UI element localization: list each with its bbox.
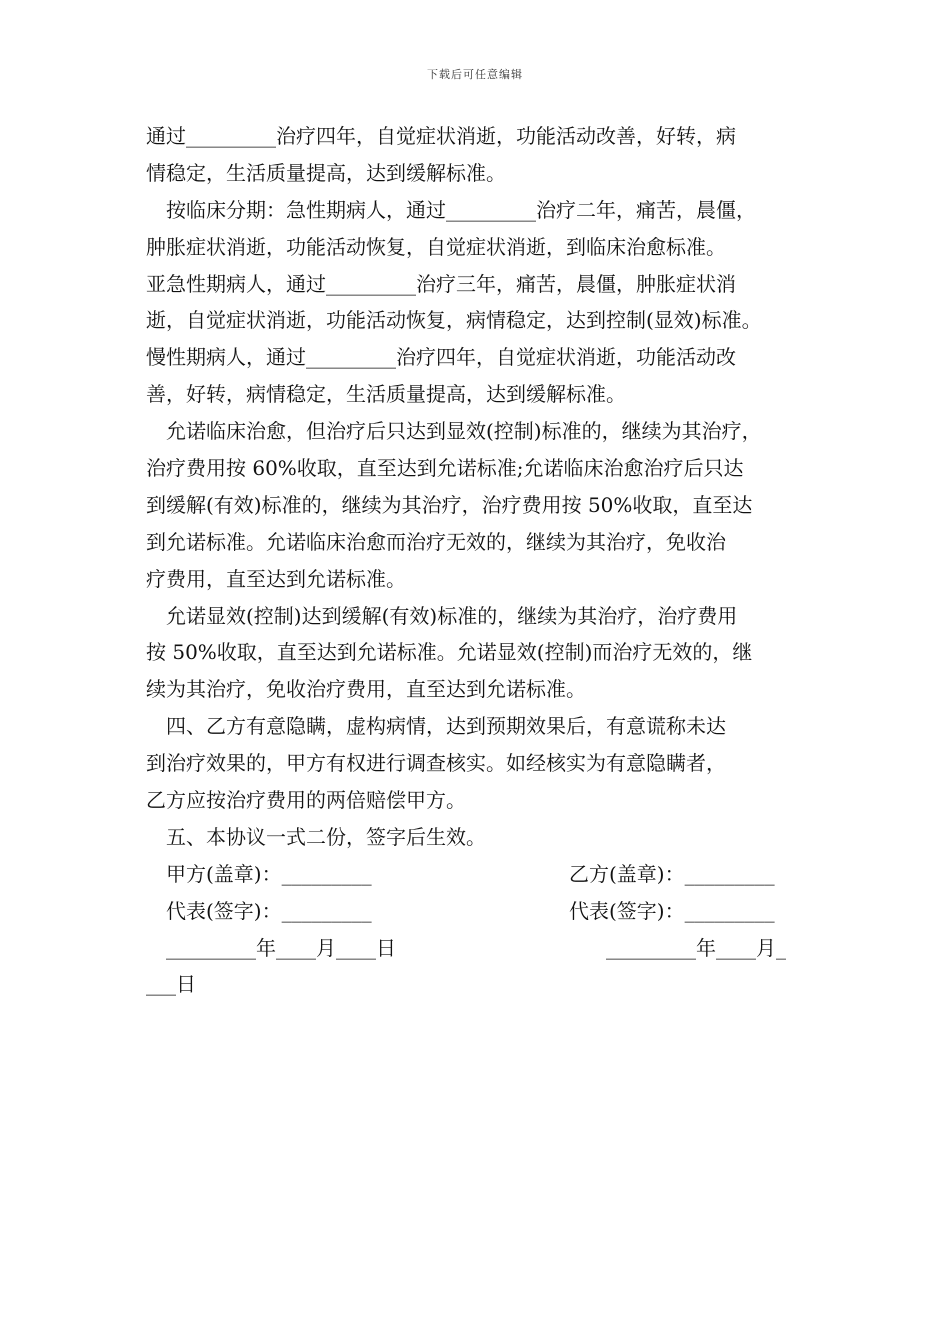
paragraph-line: 肿胀症状消逝，功能活动恢复，自觉症状消逝，到临床治愈标准。 (146, 234, 726, 259)
paragraph-line: 情稳定，生活质量提高，达到缓解标准。 (146, 160, 506, 185)
paragraph-line: 治疗费用按 60%收取，直至达到允诺标准;允诺临床治愈治疗后只达 (146, 456, 744, 481)
page-header: 下载后可任意编辑 (427, 68, 523, 81)
paragraph-line: 到缓解(有效)标准的，继续为其治疗，治疗费用按 50%收取，直至达 (146, 492, 753, 517)
paragraph-line: 五、本协议一式二份，签字后生效。 (166, 824, 486, 849)
paragraph-line: 按 50%收取，直至达到允诺标准。允诺显效(控制)而治疗无效的，继 (146, 640, 753, 665)
party-b-representative: 代表(签字)：_________ (569, 898, 775, 923)
date-row (146, 930, 818, 967)
paragraph-line: 善，好转，病情稳定，生活质量提高，达到缓解标准。 (146, 382, 626, 407)
paragraph-line: 亚急性期病人，通过_________治疗三年，痛苦，晨僵，肿胀症状消 (146, 271, 736, 296)
document-body (146, 118, 818, 1003)
party-b-date: _________年____月_ (606, 935, 786, 960)
paragraph-line: 乙方应按治疗费用的两倍赔偿甲方。 (146, 788, 466, 813)
paragraph-line: 通过_________治疗四年，自觉症状消逝，功能活动改善，好转，病 (146, 124, 736, 148)
party-a-seal: 甲方(盖章)：_________ (166, 861, 372, 886)
party-b-date-wrap: ___日 (146, 972, 196, 997)
paragraph-line: 到允诺标准。允诺临床治愈而治疗无效的，继续为其治疗，免收治 (146, 529, 726, 554)
paragraph-line: 到治疗效果的，甲方有权进行调查核实。如经核实为有意隐瞒者， (146, 751, 726, 776)
paragraph-line: 四、乙方有意隐瞒，虚构病情，达到预期效果后，有意谎称未达 (166, 714, 726, 739)
party-a-representative: 代表(签字)：_________ (166, 898, 372, 923)
paragraph-line: 允诺显效(控制)达到缓解(有效)标准的，继续为其治疗，治疗费用 (166, 603, 738, 628)
paragraph-line: 疗费用，直至达到允诺标准。 (146, 566, 406, 591)
party-b-seal: 乙方(盖章)：_________ (569, 861, 775, 886)
paragraph-line: 按临床分期：急性期病人，通过_________治疗二年，痛苦，晨僵， (166, 197, 756, 222)
seal-row (146, 856, 818, 893)
paragraph-line: 允诺临床治愈，但治疗后只达到显效(控制)标准的，继续为其治疗， (166, 419, 762, 444)
paragraph-line: 逝，自觉症状消逝，功能活动恢复，病情稳定，达到控制(显效)标准。 (146, 308, 762, 333)
paragraph-line: 续为其治疗，免收治疗费用，直至达到允诺标准。 (146, 677, 586, 702)
party-a-date: _________年____月____日 (166, 935, 396, 960)
representative-row (146, 893, 818, 930)
paragraph-line: 慢性期病人，通过_________治疗四年，自觉症状消逝，功能活动改 (146, 345, 736, 370)
